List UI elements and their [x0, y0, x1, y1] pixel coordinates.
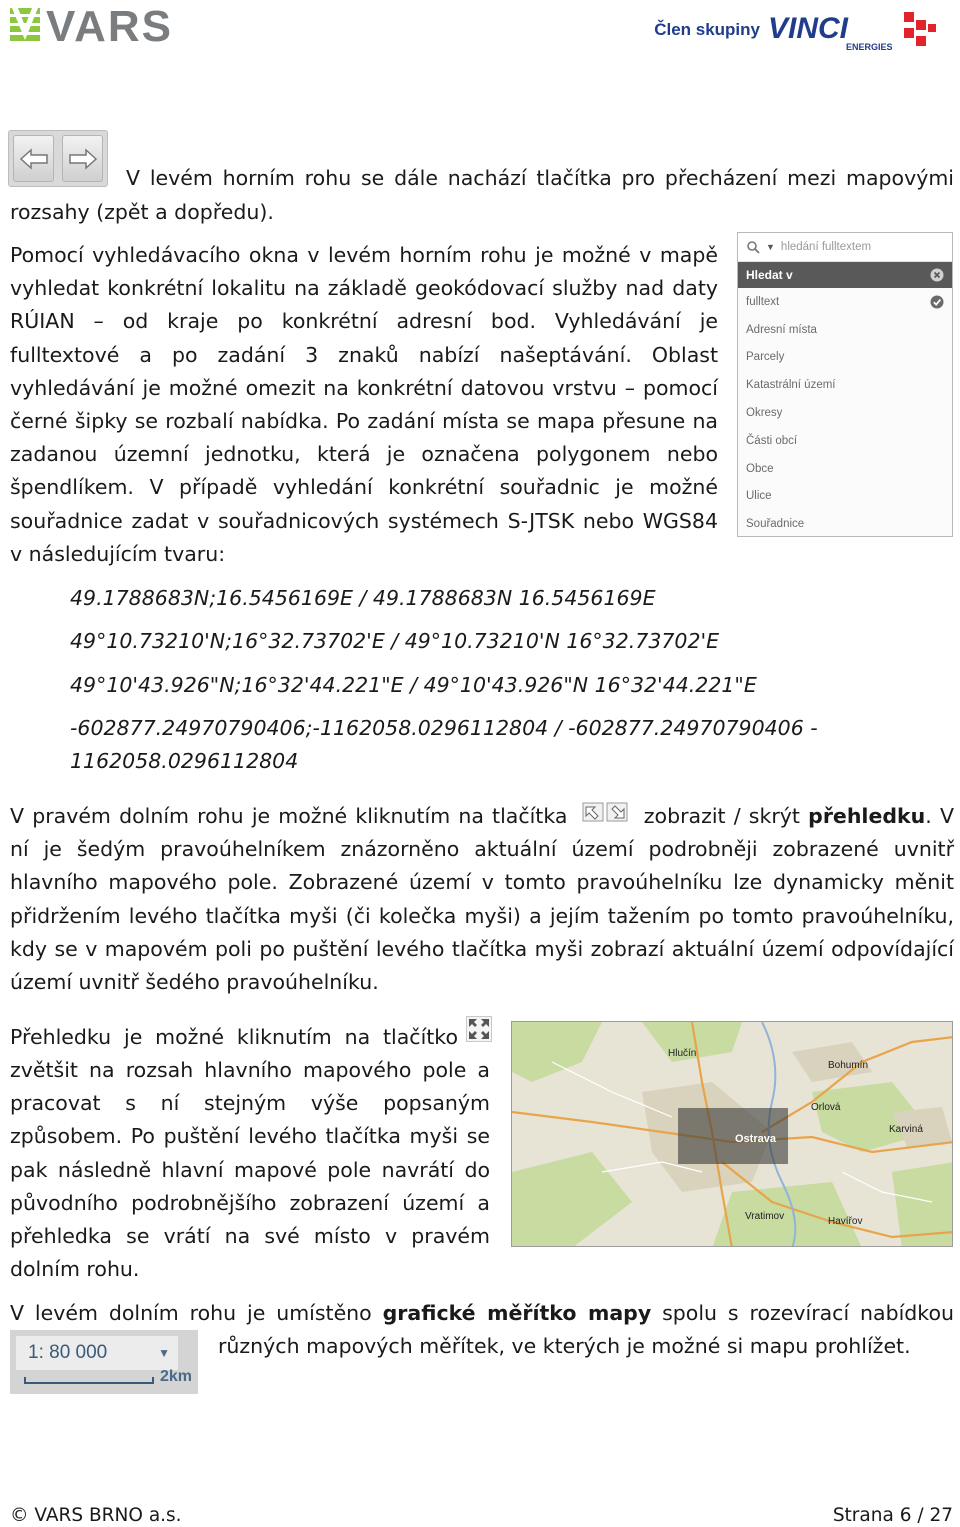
- expand-icon: [466, 1016, 492, 1042]
- scale-value: 1: 80 000: [28, 1342, 108, 1363]
- back-button[interactable]: [13, 135, 54, 182]
- vars-logo: [8, 4, 248, 49]
- scale-bar-label: 2km: [159, 1368, 192, 1385]
- chevron-down-icon: ▼: [158, 1346, 170, 1360]
- scale-paragraph-line1: V levém dolním rohu je umístěno grafické měřítko mapy spolu s rozevírací nabídkou: [10, 1301, 954, 1325]
- map-range-nav-buttons: [8, 130, 108, 187]
- search-scope-item[interactable]: Parcely: [746, 351, 785, 364]
- scale-term: grafické měřítko mapy: [382, 1301, 652, 1325]
- enlarge-paragraph-line1: Přehledku je možné kliknutím na tlačítko: [10, 1025, 458, 1049]
- map-label: Hlučín: [668, 1048, 697, 1059]
- map-label: Vratimov: [745, 1211, 785, 1222]
- search-scope-item[interactable]: Obce: [746, 462, 774, 475]
- enlarge-paragraph: zvětšit na rozsah hlavního mapového pole a pracovat s ní stejným výše popsaným způsobem. Po puštění levého tlačítka myši se pak následně hlavní mapové pole navrátí do původního podrobnějšího zobrazení území a přehledka se vrátí na své místo v pravém dolním rohu.: [10, 1058, 490, 1282]
- nav-paragraph-line2: rozsahy (zpět a dopředu).: [10, 200, 274, 224]
- svg-text:ENERGIES: ENERGIES: [846, 42, 893, 52]
- close-icon[interactable]: [930, 268, 944, 282]
- dropdown-arrow-icon[interactable]: ▼: [766, 242, 775, 252]
- scale-dropdown[interactable]: [16, 1336, 178, 1370]
- scale-bar: [24, 1377, 154, 1384]
- coordinate-example-4: -602877.24970790406;-1162058.0296112804 / -602877.24970790406 -: [70, 716, 818, 740]
- footer-page-number: Strana 6 / 27: [832, 1505, 953, 1526]
- search-scope-title: Hledat v: [746, 268, 793, 282]
- map-label: Havířov: [828, 1216, 863, 1227]
- search-input[interactable]: [738, 233, 952, 262]
- overview-term: přehledku: [808, 804, 926, 828]
- coordinate-example-2: 49°10.73210'N;16°32.73702'E / 49°10.73210'N 16°32.73702'E: [70, 629, 720, 653]
- search-scope-item[interactable]: Souřadnice: [746, 518, 805, 531]
- map-label: Karviná: [889, 1124, 923, 1135]
- vinci-energies-logo: [766, 8, 946, 52]
- check-icon: [930, 295, 944, 309]
- search-icon: [746, 240, 760, 254]
- coordinate-example-3: 49°10'43.926"N;16°32'44.221"E / 49°10'43.926"N 16°32'44.221"E: [70, 673, 757, 697]
- arrow-left-icon: [19, 148, 49, 170]
- search-scope-header: [738, 262, 952, 288]
- vars-logo-text: VARS: [46, 4, 173, 44]
- nav-paragraph-line1: V levém horním rohu se dále nachází tlačítka pro přecházení mezi mapovými: [126, 166, 954, 190]
- map-label: Ostrava: [735, 1133, 776, 1145]
- map-scale-widget: [10, 1330, 198, 1394]
- vinci-group-badge: [654, 8, 946, 52]
- coordinate-example-4-cont: 1162058.0296112804: [70, 749, 299, 773]
- search-scope-item[interactable]: Části obcí: [746, 434, 798, 447]
- footer-copyright: © VARS BRNO a.s.: [10, 1505, 182, 1526]
- search-scope-item[interactable]: Okresy: [746, 407, 783, 420]
- enlarge-button[interactable]: [466, 1016, 492, 1047]
- search-scope-item-fulltext[interactable]: fulltext: [738, 288, 952, 316]
- overview-paragraph: V pravém dolním rohu je možné kliknutím na tlačítka zobrazit / skrýt přehledku. V ní je šedým pravoúhelníkem znázorněno aktuální území podrobněji zobrazené uvnitř hlavního mapového pole. Zobrazené území v tomto pravoúhelníku lze dynamicky měnit přidržením levého tlačítka myši (či kolečka myši) a jejím tažením po tomto pravoúhelníku, kdy se v mapovém poli po puštění levého tlačítka myši zobrazí aktuální území odpovídající území uvnitř šedého pravoúhelníku.: [10, 800, 954, 999]
- svg-text:VINCI: VINCI: [768, 12, 849, 45]
- search-paragraph: Pomocí vyhledávacího okna v levém horním rohu je možné v mapě vyhledat konkrétní lokalitu na základě geokódovací služby nad daty RÚIAN – od kraje po konkrétní adresní bod. Vyhledávání je fulltextové a po zadání 3 znaků nabízí našeptávání. Oblast vyhledávání je možné omezit na konkrétní datovou vrstvu – pomocí černé šipky se rozbalí nabídka. Po zadání místa se mapa přesune na zadanou územní jednotku, která je označena polygonem nebo špendlíkem. V případě vyhledání konkrétní souřadnic je možné souřadnice zadat v souřadnicových systémech S-JTSK nebo WGS84 v následujícím tvaru:: [10, 243, 718, 566]
- coordinate-example-1: 49.1788683N;16.5456169E / 49.1788683N 16.5456169E: [70, 586, 656, 610]
- group-label: Člen skupiny: [654, 20, 760, 39]
- map-label: Orlová: [811, 1102, 841, 1113]
- map-label: Bohumín: [828, 1060, 869, 1071]
- overview-map: [512, 1022, 953, 1247]
- search-scope-item[interactable]: Ulice: [746, 490, 772, 503]
- search-placeholder: hledání fulltextem: [780, 241, 872, 253]
- search-scope-item[interactable]: Katastrální území: [746, 379, 836, 392]
- scale-paragraph-line2: různých mapových měřítek, ve kterých je možné si mapu prohlížet.: [218, 1334, 911, 1358]
- overview-toggle-icon[interactable]: [582, 801, 630, 825]
- search-panel-screenshot: [737, 232, 953, 537]
- arrow-right-icon: [68, 148, 98, 170]
- search-scope-item[interactable]: Adresní místa: [746, 323, 817, 336]
- forward-button[interactable]: [62, 135, 103, 182]
- vars-logo-graphic: [8, 4, 248, 44]
- overview-map-screenshot: [511, 1021, 953, 1247]
